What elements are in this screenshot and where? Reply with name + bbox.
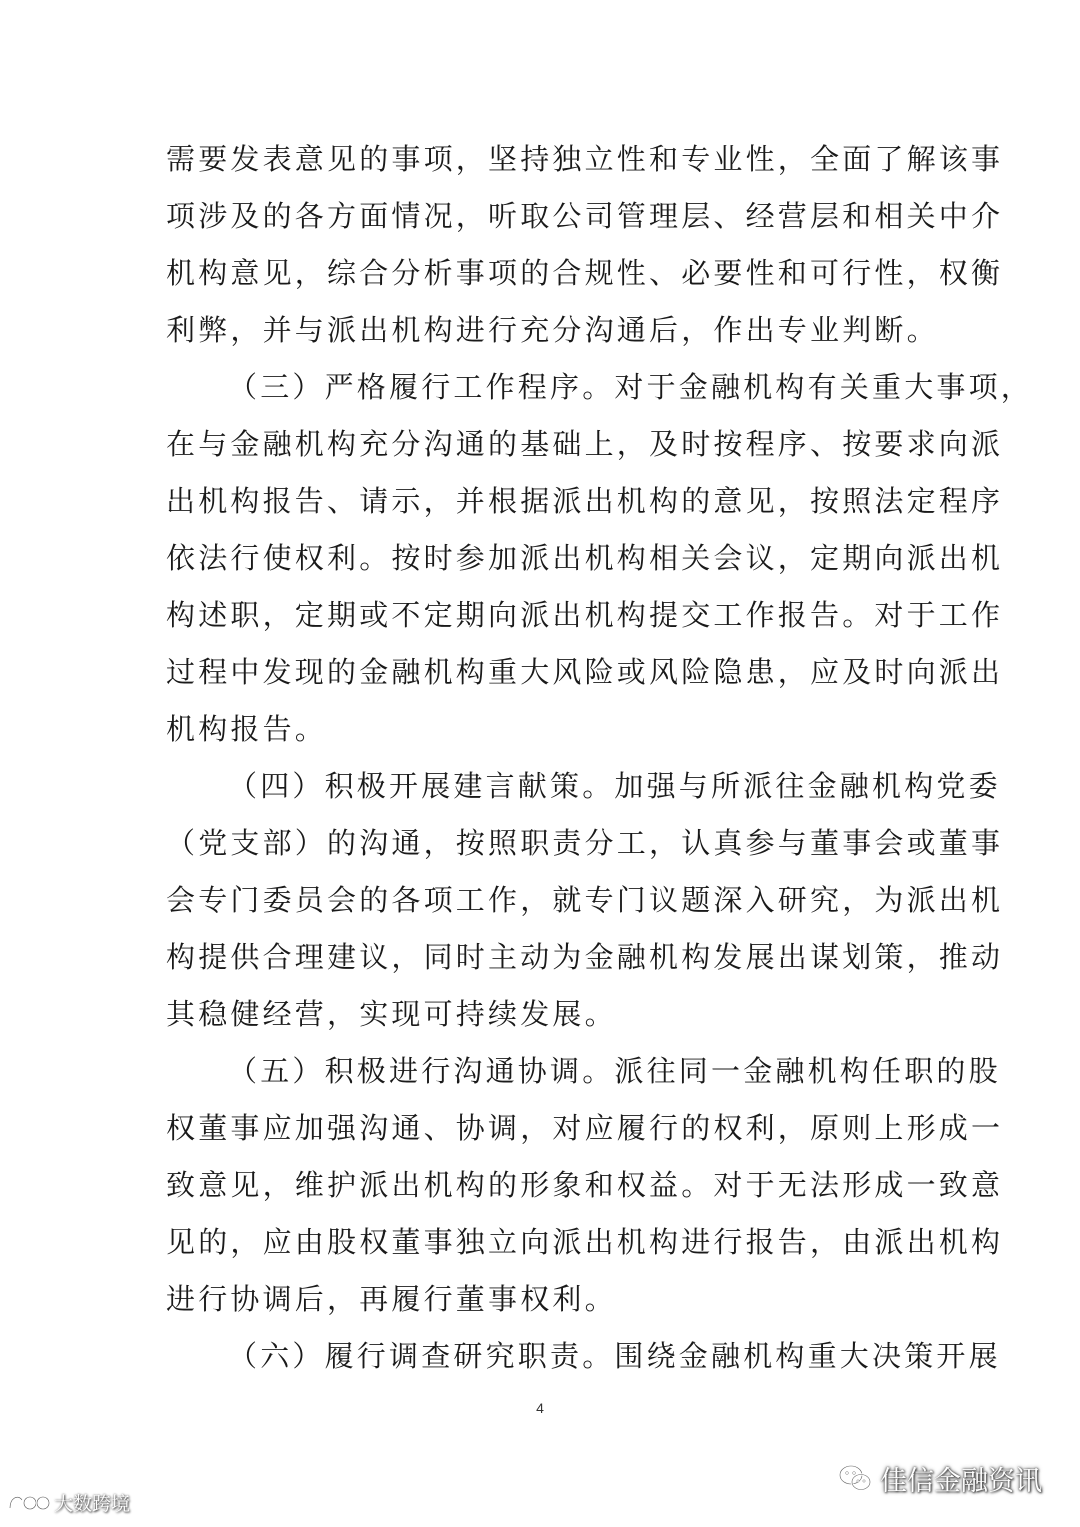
text-line: 进行协调后，再履行董事权利。 <box>166 1282 617 1316</box>
text-line: 构述职，定期或不定期向派出机构提交工作报告。对于工作 <box>166 598 1004 632</box>
text-line: 见的，应由股权董事独立向派出机构进行报告，由派出机构 <box>166 1225 1004 1259</box>
watermark-brand <box>6 1485 130 1519</box>
section-heading-line: （三）严格履行工作程序。对于金融机构有关重大事项， <box>228 370 1034 404</box>
brand-logo-icon <box>6 1490 50 1514</box>
text-line: 机构意见，综合分析事项的合规性、必要性和可行性，权衡 <box>166 256 1004 290</box>
wechat-icon <box>838 1463 872 1493</box>
text-line: 会专门委员会的各项工作，就专门议题深入研究，为派出机 <box>166 883 1004 917</box>
page-number: 4 <box>536 1400 544 1416</box>
text-line: 在与金融机构充分沟通的基础上，及时按程序、按要求向派 <box>166 427 1004 461</box>
text-line: 致意见，维护派出机构的形象和权益。对于无法形成一致意 <box>166 1168 1004 1202</box>
section-heading-line: （六）履行调查研究职责。围绕金融机构重大决策开展 <box>228 1339 1001 1373</box>
watermark-brand-name: 大数跨境 <box>54 1492 131 1515</box>
text-line: 出机构报告、请示，并根据派出机构的意见，按照法定程序 <box>166 484 1004 518</box>
text-line: （党支部）的沟通，按照职责分工，认真参与董事会或董事 <box>166 826 1004 860</box>
text-line: 机构报告。 <box>166 712 328 746</box>
watermark-account-name: 佳信金融资讯 <box>880 1465 1042 1497</box>
text-line: 构提供合理建议，同时主动为金融机构发展出谋划策，推动 <box>166 940 1004 974</box>
text-line: 其稳健经营，实现可持续发展。 <box>166 997 617 1031</box>
document-body <box>166 131 1034 1385</box>
text-line: 权董事应加强沟通、协调，对应履行的权利，原则上形成一 <box>166 1111 1004 1145</box>
text-line: 利弊，并与派出机构进行充分沟通后，作出专业判断。 <box>166 313 939 347</box>
text-line: 依法行使权利。按时参加派出机构相关会议，定期向派出机 <box>166 541 1004 575</box>
watermark-account <box>838 1458 1042 1498</box>
text-line: 过程中发现的金融机构重大风险或风险隐患，应及时向派出 <box>166 655 1004 689</box>
section-heading-line: （五）积极进行沟通协调。派往同一金融机构任职的股 <box>228 1054 1001 1088</box>
text-line: 项涉及的各方面情况，听取公司管理层、经营层和相关中介 <box>166 199 1004 233</box>
section-heading-line: （四）积极开展建言献策。加强与所派往金融机构党委 <box>228 769 1001 803</box>
text-line: 需要发表意见的事项，坚持独立性和专业性，全面了解该事 <box>166 142 1004 176</box>
